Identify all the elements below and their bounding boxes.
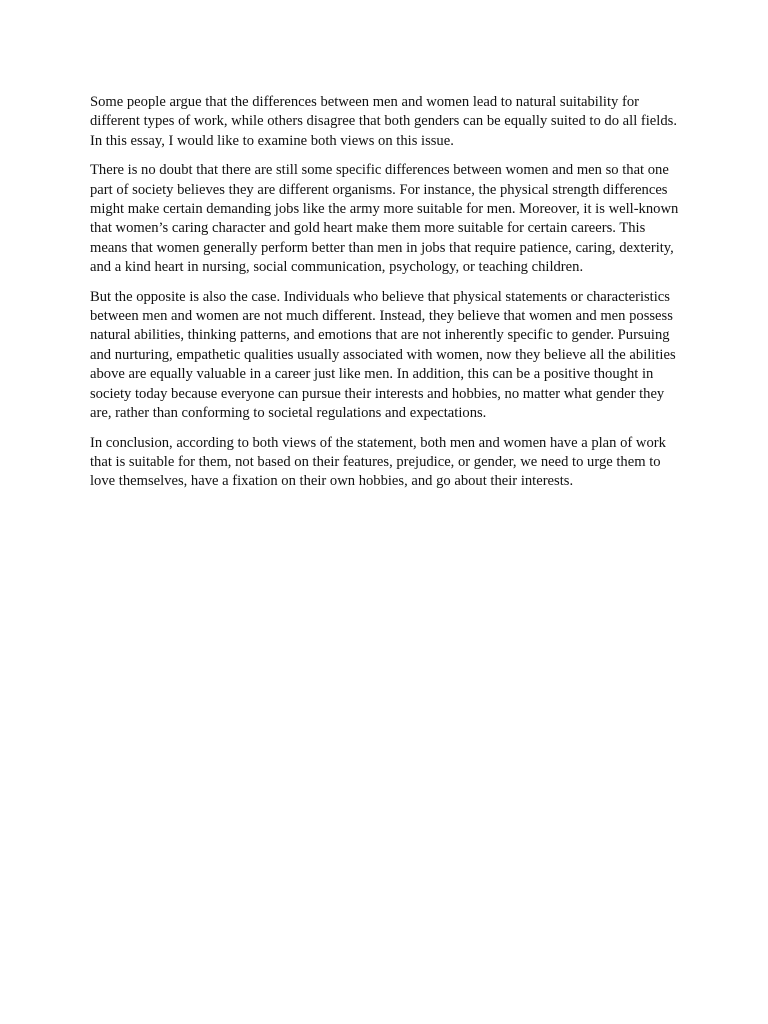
paragraph-opposite-view: But the opposite is also the case. Individuals who believe that physical statements or characteristics between men and women are not much different. Instead, they believe that women and men possess natural abilities, thinking patterns, and emotions that are not inherently specific to gender. Pursuing and nurturing, empathetic qualities usually associated with women, now they believe all the abilities above are equally valuable in a career just like men. In addition, this can be a positive thought in society today because everyone can pursue their interests and hobbies, no matter what gender they are, rather than conforming to societal regulations and expectations. [90, 288, 676, 422]
paragraph-differences: There is no doubt that there are still some specific differences between women and men so that one part of society believes they are different organisms. For instance, the physical strength differences might make certain demanding jobs like the army more suitable for men. Moreover, it is well-known that women’s caring character and gold heart make them more suitable for certain careers. This means that women generally perform better than men in jobs that require patience, caring, dexterity, and a kind heart in nursing, social communication, psychology, or teaching children. [90, 162, 679, 276]
paragraph-conclusion: In conclusion, according to both views of the statement, both men and women have a plan of work that is suitable for them, not based on their features, prejudice, or gender, we need to urge them to love themselves, have a fixation on their own hobbies, and go about their interests. [90, 434, 666, 490]
paragraph-introduction: Some people argue that the differences between men and women lead to natural suitability for different types of work, while others disagree that both genders can be equally suited to do all fields. In this essay, I would like to examine both views on this issue. [90, 94, 677, 149]
document-body [90, 93, 682, 502]
